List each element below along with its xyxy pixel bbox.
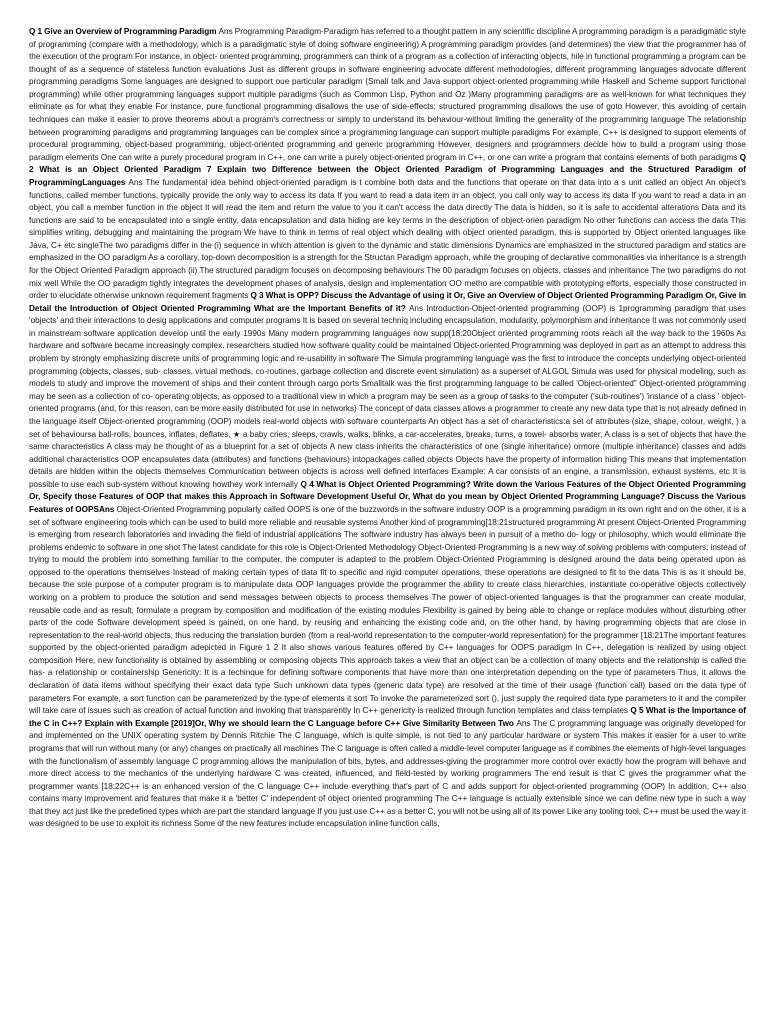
question-2-heading: Q 2 What is an Object Oriented Paradigm 7 Explain two Difference between the Object Oriented Paradigm of Programming Languages and the Structured Paradigm of ProgrammingLanguages bbox=[29, 152, 746, 187]
document-body bbox=[29, 26, 746, 831]
question-3-heading: Q 3 What is OPP? Discuss the Advantage of using it Or, Give an Overview of Object Oriented Programming Paradigm Or, Give in Detail the Introduction of Object Oriented Programming What are the Important Benefits of it? bbox=[29, 291, 746, 313]
question-4-heading: Q 4 What is Object Oriented Programming? Write down the Various Features of the Object Oriented Programming Or, Specify those Features of OOP that makes this Approach in Software Development Useful Or, What do you mean by Object Oriented Programming Language? Discuss the Various Features of OOPSAns bbox=[29, 479, 746, 514]
answer-5-text: Ans The C programming language was originally developed for and implemented on the UNIX operating system by Dennis Ritchie The C language, which is quite simple, is not tied to any particular hardware or system This makes it easier for a user to write programs that will run without many (or any) changes on practically all machines The C language is often called a middle-level computer language as it combines the elements of high-level languages with the functionalism of assembly language C programming allows the manipulation of bits, bytes, and addresses-giving the programmer more control over exactly how the program will behave and more direct access to the mechanics of the underlying hardware C was created, influenced, and field-tested by working programmers The end result is that C gives the programmer what the programmer wants [18:22C++ is an enhanced version of the C language C++ include everything that's part of C and adds support for object-oriented programming (OOP) In addition, C++ also contains many improvement and features that make it a 'better C' independent of object oriented programming The C++ language is actually extensible since we can define new type in such a way that they act just like the predefined types which are part the standard language If you just use C++ as a better C, you will not be using all of its power Like any tooling tool, C++ must be used the way it was designed to be use to exploit its richness Some of the new features include encapsulation inline function calls, bbox=[29, 718, 746, 829]
question-1-heading: Q 1 Give an Overview of Programming Paradigm bbox=[29, 27, 219, 36]
answer-2-text: Ans The fundamental idea behind object-oriented paradigm is t combine both data and the functions that operate on that data into a s unit called an object An object's functions, called member functions, typically provide the only way to access its data If you want to read a data item in an object, you call only way to access its data If you want to read a data in an object, you call a member function in the object It will read the item and return the value to you it can't access the data directly The data is hidden, so it is safe to accidental alterations Data and its functions are said to be encapsulated into a single entity, data encapsulation and data hiding are key terms in the description of object-orien paradigm No other functions can access the data This simplifies writing, debugging and maintaining the program We have to think in terms of real object which dealing with object oriented paradigm, this is supported by Object oriented languages like Java, C+ etc singleThe two paradigms differ in the (i) sequence in which attention is given to the dynamic and static dimensions Dynamics are emphasized in the structured paradigm and statics are emphasized in the OO paradigm As a corollary, top-down decomposition is a strength for the Structan Paradigm approach, while the grouping of declarative commonalities via inheritance is a strength for the Object Oriented Paradigm approach (ii) The structured paradigm focuses on decomposing behaviours The 00 paradigm focuses on objects, classes and inheritance The two paradigms do not mix well While the OO paradigm tightly integrates the development phases of analysis, design and implementation OO metho are compatible with prototyping efforts, especially those constructed in order to elucidate otherwise unknown requirement fragments bbox=[29, 177, 746, 301]
answer-3-text: Ans Introduction-Object-oriented programming (OOP) is 1programming paradigm that uses 'objects' and their interactions to desig applications and computer programs It is based on several techniq including encapsulation, modularity, polymorphism and inheritance It was not commonly used in mainstream software application develop until the early 1990s Many modern programming languages now supp[18:20Object oriented programming roots reach all the way back to the 1960s As hardware and software became increasingly complex, researchers studied how software quality could be maintained Object-oriented Programming was deployed in part as an attempt to address this problem by strongly emphasizing discrete units of programming logic and re-usability in software The Simula programming language was the first to introduce the concepts underlying object-oriented programming (objects, classes, sub- classes, virtual methods, co-routines, garbage collection and discrete event simulation) as a superset of ALGOL Simula was used for physical modeling, such as models to study and improve the movement of ships and their content through cargo ports Smalltalk was the first programming language to be called 'Object-oriented" Object-oriented programming may be seen as a collection of co- operating objects, as opposed to a traditional view in which a program may be seen as a group of tasks to the computer ('sub-routines') 'instance of a class ' object-oriented programs (and, for this reason, can be more easily distributed for use in networks) The concept of data classes allows a programmer to create any new data type that is not already defined in the language itself Object-oriented programming (OOP) models real-world objects with software counterparts An object has a set of characteristics:a set of attributes (size, shape, colour, weight, ) a set of behavioursa ball-rolls, bounces, inflates, deflates, ★ a baby cries, sleeps, crawls, walks, blinks, a car-accelerates, breaks, turns, a towel- absorbs water, A class is a set of objects that have the same characteristics A class may be thought of as a blueprint for a set of objects A new class inherits the characteristics of one (single inheritance) ormore (multiple inheritance) classes and adds additional characteristics OOP encapsulates data (attributes) and functions (behaviours) intopackages called objects Objects have the property of information hiding This means that implementation details are hidden within the objects themselves Communication between objects is across well defined interfaces Example: A car consists of an engine, a transmission, exhaust systems, etc It is possible to use each sub-system without knowing howthey work internally bbox=[29, 303, 746, 489]
question-5-heading: Q 5 What is the Importance of the C in C++? Explain with Example [2019]Or, Why we should learn the C Language before C++ Give Similarity Between Two bbox=[29, 706, 746, 728]
answer-1-text: Ans Programming Paradigm-Paradigm has referred to a thought pattern in any scientific discipline A programming paradigm is a paradigmatic style of programming (compare with a methodology, which is a paradigmatic style of doing software engineering) A programming paradigm provides (and determines) the view that the programmer has of the execution of the program For instance, in object- oriented programming, programmers can think of a program as a collection of interacting objects, hile in functional programming a program can be thought of as a sequence of stateless function evaluations Just as different groups in software engineering advocate different methodologies, different programming languages advocate different programming paradigms Some languages are designed to support oue particular paradigm (Small talk and Java support object-oriented programming while Haskell and Scheme support functional programming) while other programming languages support multiple paradigms (such as Common Lisp, Python and Oz )Many programming paradigms are as well-known for what techniques they eliminate as for what they enable For instance, pure functional programming disallows the use of side-effects; structured programming disallows the use of goto However, this avoiding of certain techniques can make it easier to prove theorems about a program's correctness or simply to understand its behaviour-without limiting the generality of the programming language The relationship between programming paradigms and programming languages can be complex since a programming language can support multiple paradigms For example, C++ is designed to support elements of procedural programming, object-based programming, object-oriented programming and generic programming However, designers and programmers decide how to build a program using those paradigm elements One can write a purely procedural program in C++, one can write a purely object-oriented program in C++, or one can write a program that contains elements of both paradigms bbox=[29, 27, 746, 162]
answer-4-text: Object-Oriented Programming popularly called OOPS is one of the buzzwords in the software industry OOP is a programming paradigm in its own right and on the other, it is a set of software engineering tools which can be used to build more reliable and reusable systems Another kind of programming[18:21structured programming At present Object-Oriented Programming is emerging from research laboratories and invading the field of industrial applications The software industry has always been in pursuit of a metho do- logy or philosophy, which would eliminate the problems endemic to software in one shot The latest candidate for this role is Object-Oriented Methodology Object-Oriented Programming is a new way of solving problems with computers; instead of trying to mould the problem into something familiar to the computer, the computer is adapted to the problem Object-Oriented Programming is designed around the data being operated upon as opposed to the operations themselves Instead of making certain types of data fit to specific and rigid computer operations, these operations are designed to fit to the data This is as it should be, because the sole purpose of a computer program is to manipulate data OOP languages provide the programmer the ability to create class hierarchies, instantiate co-operative objects collectively working on a problem to produce the solution and send messages between objects to process themselves The power of object-oriented languages is that the programmer can create modular, reusable code and as result, formulate a program by composition and modification of the existing modules Flexibility is gained by being able to change or replace modules without disturbing other parts of the code Software development speed is gained, on one hand, by reusing and enhancing the existing code and, on the other hand, by having programming objects that are close in representation to the real-world objects, thus reducing the translation burden (from a real-world representation to the computer-world representation) for the programmer [18:21The important features supported by the object-oriented paradigm adepicted in Figure 1 2 It also shows various features offered by C++ languages for OOPS paradigm In C++, delegation is realized by using object composition Here, new functionality is obtained by assembling or composing objects This approach takes a view that an object can be a collection of many objects and the relationship is called the has- a relationship or containership Genericity: It is a techinque for defining software components that have more than one interpretation depending on the type of parameters Thus, it allows the declaration of data items without specifying their exact data type Such unknown data types (generic data type) are resolved at the time of their usage (function call) based on the data type of parameters For example, a sort function can be parameterized by the type of elements it sort To invoke the parameterized sort (), just supply the required data type parameters to it and the compiler will take care of issues such as creation of actual function and invoking that transparently In C++ genericity is realized through function templates and class templates bbox=[29, 504, 746, 716]
